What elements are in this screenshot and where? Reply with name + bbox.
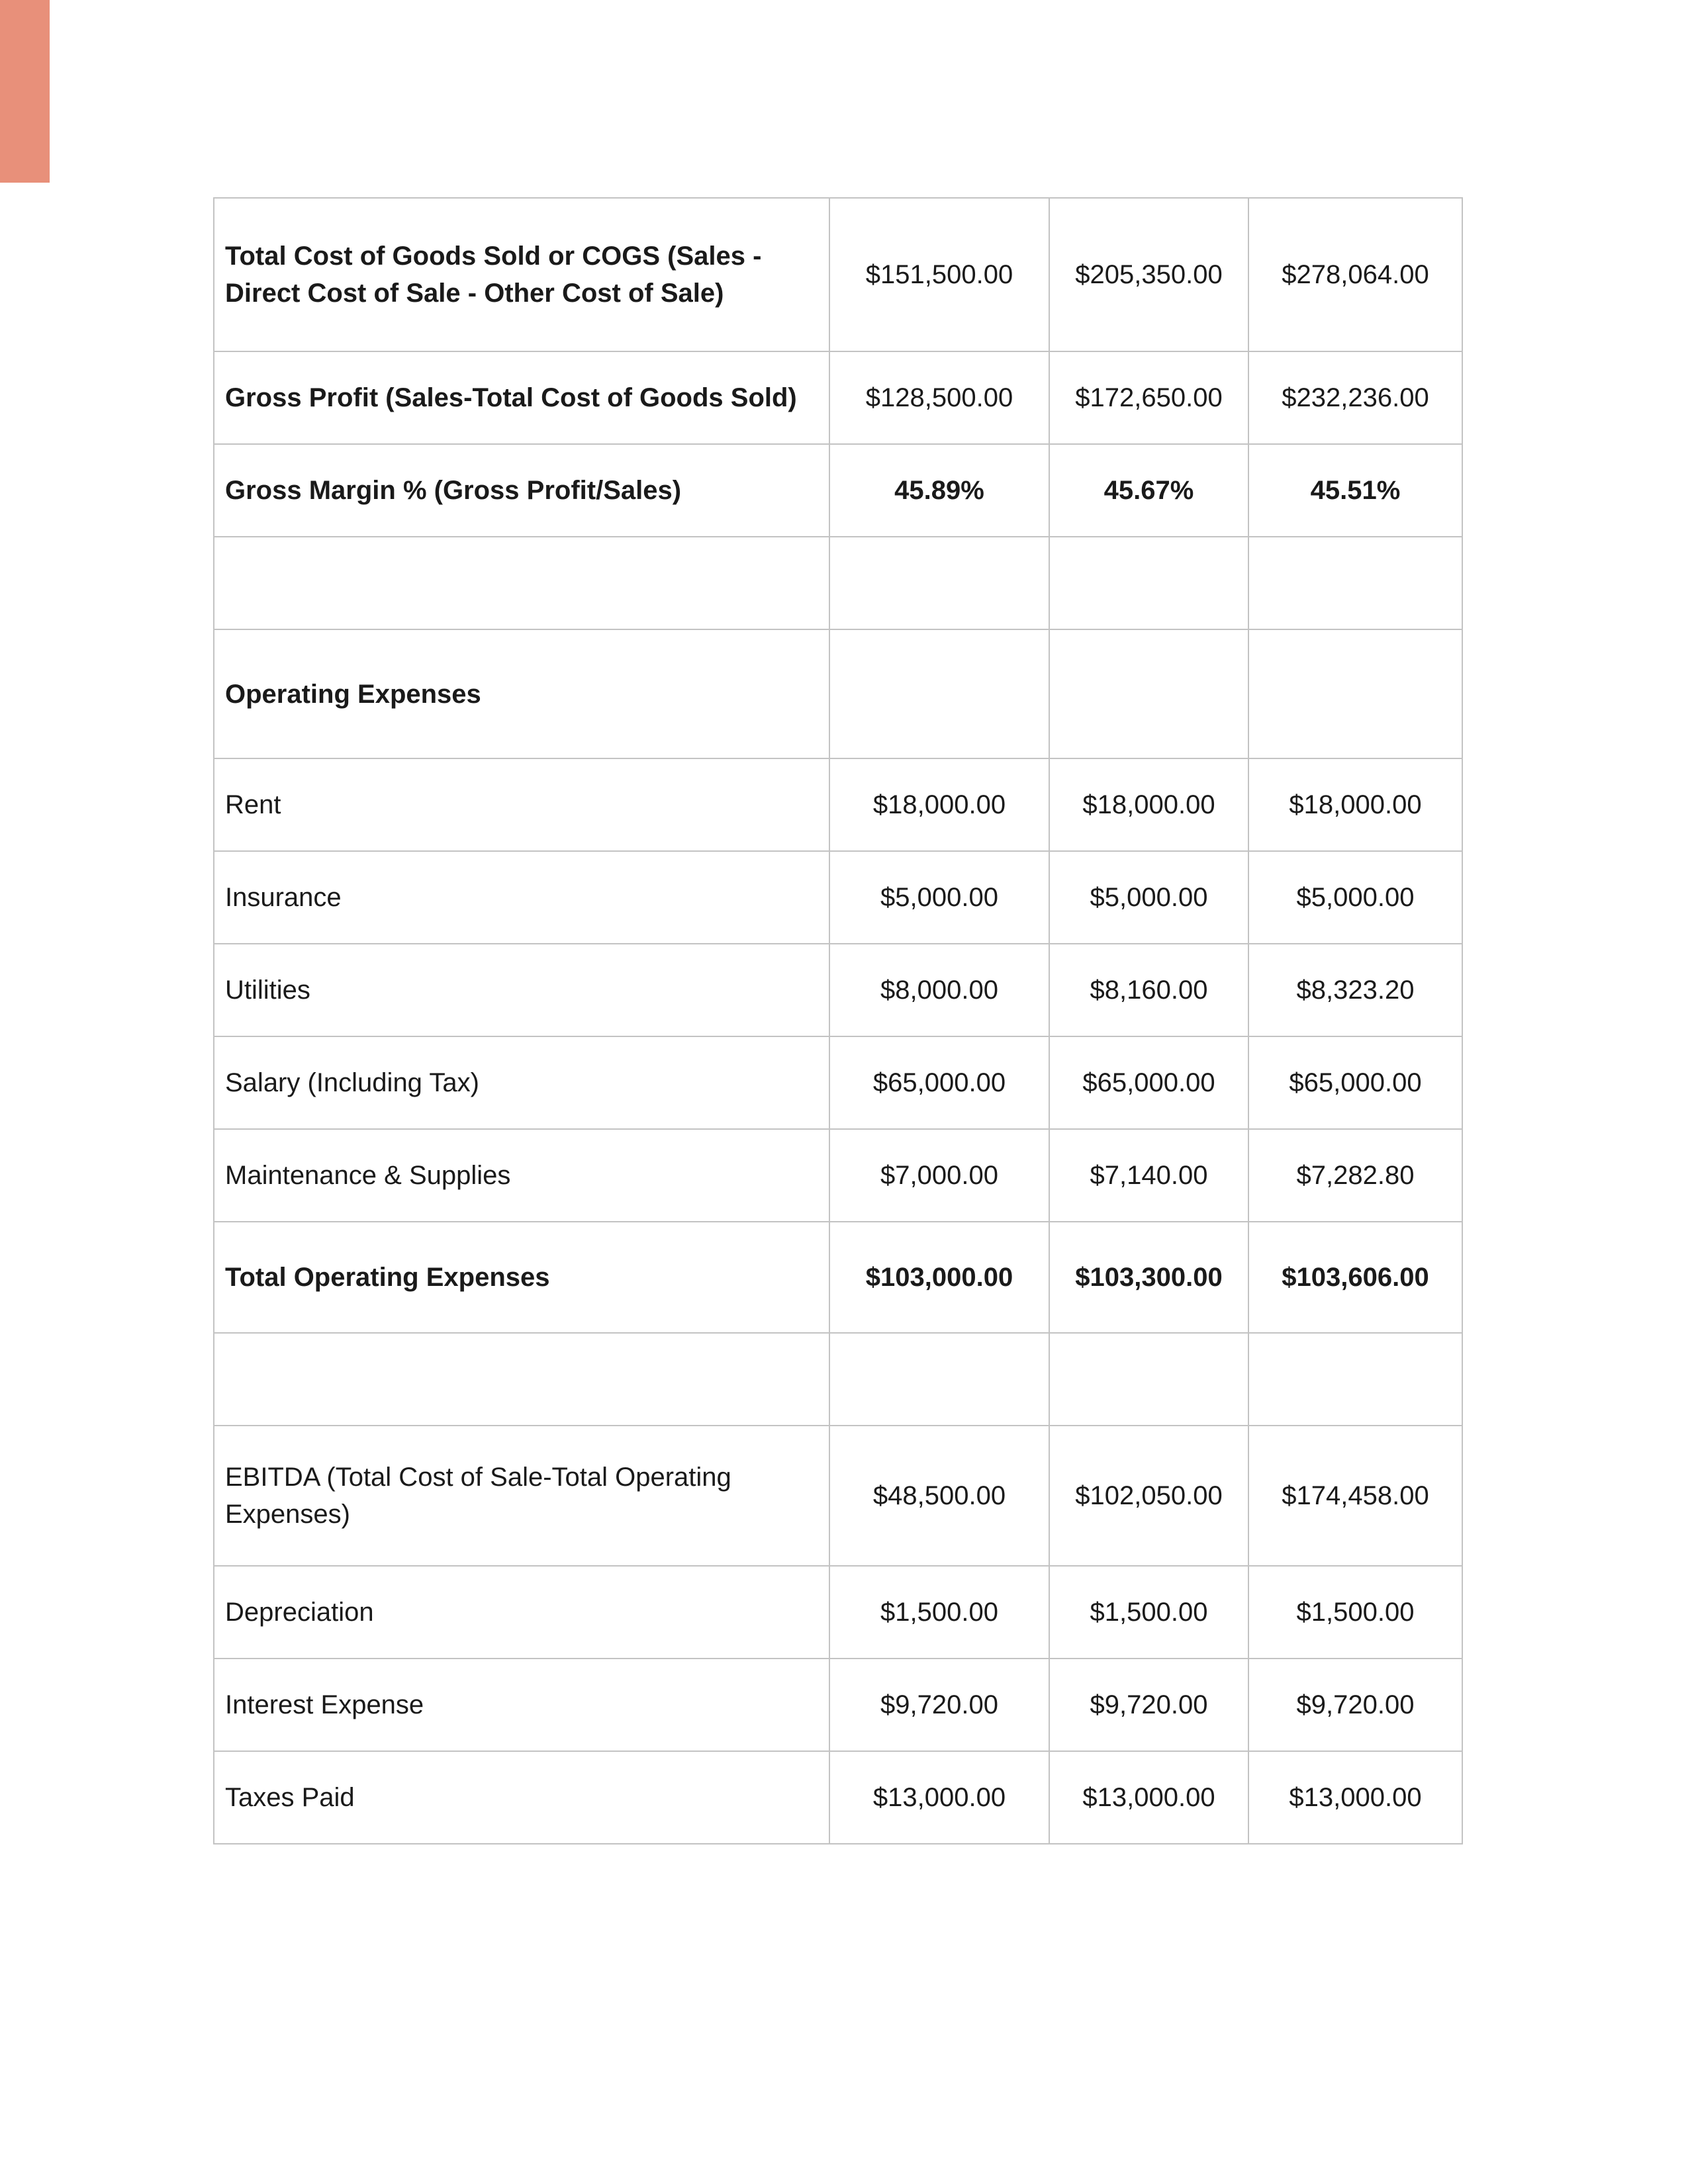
year-2-value: $8,160.00	[1049, 944, 1248, 1036]
table-row	[214, 944, 1462, 1036]
year-3-value: $232,236.00	[1248, 351, 1462, 444]
year-2-value: $7,140.00	[1049, 1129, 1248, 1222]
row-label: Gross Margin % (Gross Profit/Sales)	[214, 444, 829, 537]
year-2-value	[1049, 1333, 1248, 1426]
table-row	[214, 1659, 1462, 1751]
table-row	[214, 198, 1462, 351]
year-2-value: 45.67%	[1049, 444, 1248, 537]
row-label: Insurance	[214, 851, 829, 944]
year-3-value: $65,000.00	[1248, 1036, 1462, 1129]
row-label: Operating Expenses	[214, 629, 829, 758]
row-label: Depreciation	[214, 1566, 829, 1659]
year-3-value: $9,720.00	[1248, 1659, 1462, 1751]
year-1-value: $128,500.00	[829, 351, 1049, 444]
year-3-value: $5,000.00	[1248, 851, 1462, 944]
year-2-value: $18,000.00	[1049, 758, 1248, 851]
year-3-value: $18,000.00	[1248, 758, 1462, 851]
year-3-value: $7,282.80	[1248, 1129, 1462, 1222]
row-label: EBITDA (Total Cost of Sale-Total Operating Expenses)	[214, 1426, 829, 1566]
year-1-value: $151,500.00	[829, 198, 1049, 351]
year-3-value	[1248, 629, 1462, 758]
year-1-value	[829, 1333, 1049, 1426]
year-2-value: $172,650.00	[1049, 351, 1248, 444]
year-2-value: $102,050.00	[1049, 1426, 1248, 1566]
table-row	[214, 1751, 1462, 1844]
year-1-value	[829, 629, 1049, 758]
year-3-value: $103,606.00	[1248, 1222, 1462, 1333]
row-label: Salary (Including Tax)	[214, 1036, 829, 1129]
year-1-value: $13,000.00	[829, 1751, 1049, 1844]
year-2-value: $205,350.00	[1049, 198, 1248, 351]
year-2-value: $1,500.00	[1049, 1566, 1248, 1659]
row-label: Taxes Paid	[214, 1751, 829, 1844]
year-3-value: 45.51%	[1248, 444, 1462, 537]
year-1-value: 45.89%	[829, 444, 1049, 537]
table-body	[214, 198, 1462, 1844]
table-row	[214, 537, 1462, 629]
year-3-value: $1,500.00	[1248, 1566, 1462, 1659]
year-1-value: $9,720.00	[829, 1659, 1049, 1751]
row-label: Gross Profit (Sales-Total Cost of Goods Sold)	[214, 351, 829, 444]
year-1-value: $18,000.00	[829, 758, 1049, 851]
year-1-value: $7,000.00	[829, 1129, 1049, 1222]
row-label: Total Operating Expenses	[214, 1222, 829, 1333]
table-row	[214, 1036, 1462, 1129]
year-2-value	[1049, 537, 1248, 629]
year-2-value: $103,300.00	[1049, 1222, 1248, 1333]
table-row	[214, 1129, 1462, 1222]
row-label	[214, 1333, 829, 1426]
year-2-value: $5,000.00	[1049, 851, 1248, 944]
year-3-value	[1248, 537, 1462, 629]
row-label: Utilities	[214, 944, 829, 1036]
row-label: Rent	[214, 758, 829, 851]
year-1-value	[829, 537, 1049, 629]
row-label	[214, 537, 829, 629]
table-row	[214, 351, 1462, 444]
table-row	[214, 1426, 1462, 1566]
table-row	[214, 851, 1462, 944]
year-3-value: $278,064.00	[1248, 198, 1462, 351]
year-2-value: $65,000.00	[1049, 1036, 1248, 1129]
accent-tab	[0, 0, 50, 183]
year-1-value: $65,000.00	[829, 1036, 1049, 1129]
row-label: Total Cost of Goods Sold or COGS (Sales - Direct Cost of Sale - Other Cost of Sale)	[214, 198, 829, 351]
year-1-value: $8,000.00	[829, 944, 1049, 1036]
table-row	[214, 1566, 1462, 1659]
year-1-value: $48,500.00	[829, 1426, 1049, 1566]
year-1-value: $5,000.00	[829, 851, 1049, 944]
table-row	[214, 1333, 1462, 1426]
year-1-value: $1,500.00	[829, 1566, 1049, 1659]
year-3-value: $174,458.00	[1248, 1426, 1462, 1566]
year-2-value: $13,000.00	[1049, 1751, 1248, 1844]
row-label: Maintenance & Supplies	[214, 1129, 829, 1222]
year-3-value: $8,323.20	[1248, 944, 1462, 1036]
year-2-value	[1049, 629, 1248, 758]
table-row	[214, 444, 1462, 537]
year-1-value: $103,000.00	[829, 1222, 1049, 1333]
table-row	[214, 1222, 1462, 1333]
table-row	[214, 629, 1462, 758]
year-3-value	[1248, 1333, 1462, 1426]
financial-table	[213, 197, 1463, 1844]
year-2-value: $9,720.00	[1049, 1659, 1248, 1751]
year-3-value: $13,000.00	[1248, 1751, 1462, 1844]
row-label: Interest Expense	[214, 1659, 829, 1751]
table-row	[214, 758, 1462, 851]
